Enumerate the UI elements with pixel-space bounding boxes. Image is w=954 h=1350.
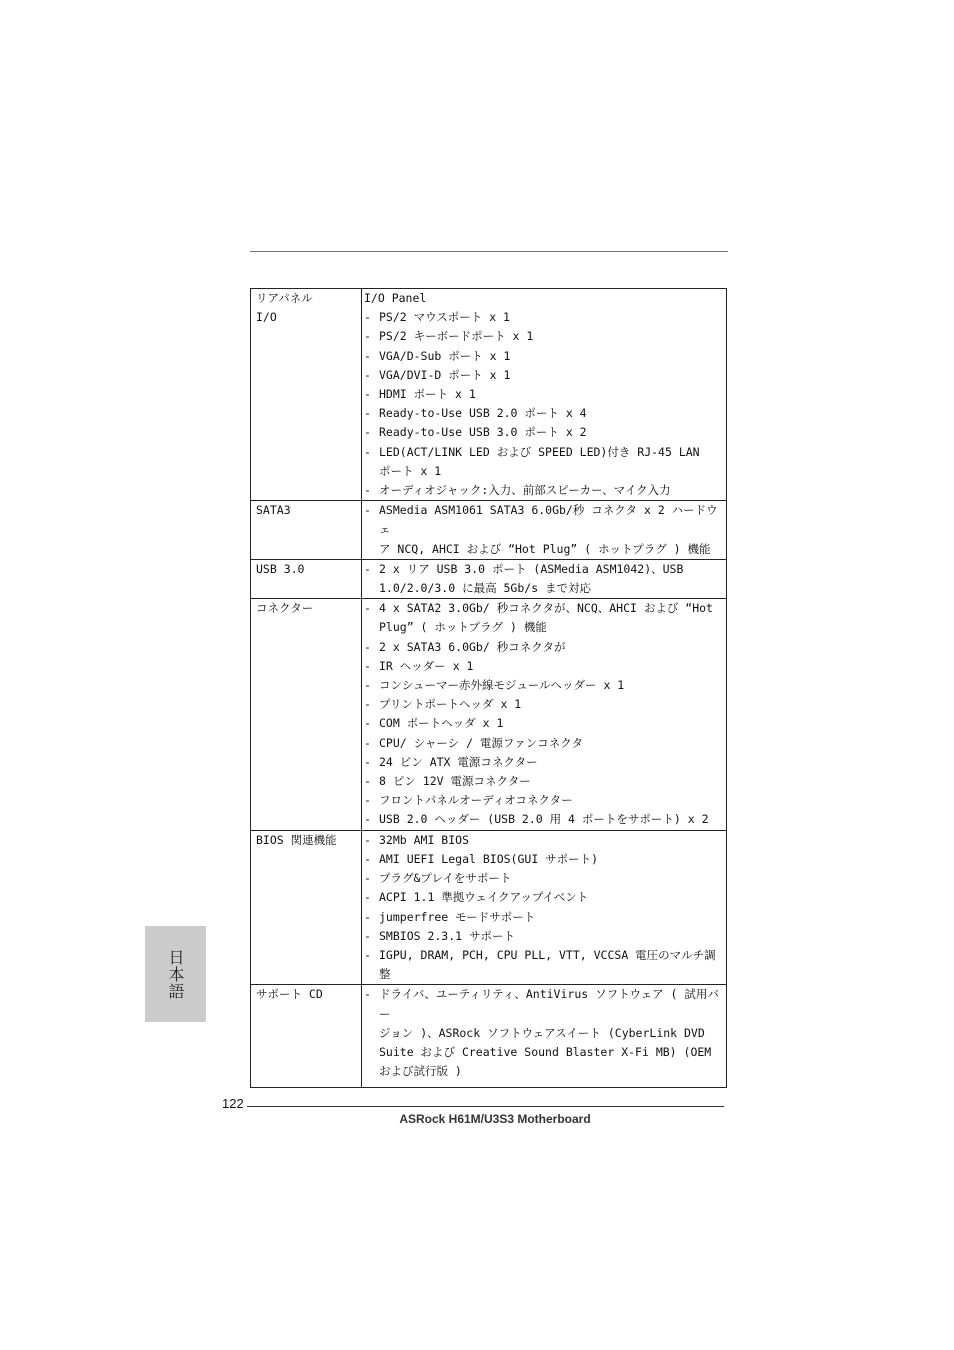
spec-item-text: 2 x SATA3 6.0Gb/ 秒コネクタが xyxy=(379,639,566,654)
spec-heading: I/O Panel xyxy=(364,291,427,305)
spec-item-text: VGA/DVI-D ポート x 1 xyxy=(379,367,511,382)
row-items xyxy=(362,985,727,1088)
spec-item-text: CPU/ シャーシ / 電源ファンコネクタ xyxy=(379,735,583,750)
spec-item-text: Ready-to-Use USB 3.0 ポート x 2 xyxy=(379,425,587,440)
spec-item-text: LED(ACT/LINK LED および SPEED LED)付き RJ-45 LAN xyxy=(379,444,700,459)
row-label xyxy=(251,830,362,985)
label-line: リアパネル xyxy=(256,291,313,305)
spec-item xyxy=(364,869,724,888)
spec-item xyxy=(364,831,724,850)
spec-item xyxy=(364,734,724,753)
spec-item xyxy=(364,810,724,829)
row-items xyxy=(362,501,727,560)
label-line: コネクター xyxy=(256,601,314,616)
bullet-dash: - xyxy=(364,561,371,576)
bullet-dash: - xyxy=(364,406,371,421)
spec-item xyxy=(364,423,724,442)
bullet-dash: - xyxy=(364,890,371,905)
spec-item-continuation: ジョン )、ASRock ソフトウェアスイート (CyberLink DVD xyxy=(379,1025,705,1040)
bullet-dash: - xyxy=(364,658,371,673)
row-label xyxy=(251,599,362,830)
row-label xyxy=(251,289,362,501)
bullet-dash: - xyxy=(364,793,371,808)
label-line: BIOS 関連機能 xyxy=(256,832,337,847)
spec-item-text: COM ポートヘッダ x 1 xyxy=(379,716,504,731)
spec-row-sata3 xyxy=(251,501,727,560)
bullet-dash: - xyxy=(364,754,371,769)
bullet-dash: - xyxy=(364,774,371,789)
bullet-dash: - xyxy=(364,601,371,616)
spec-item-text: 4 x SATA2 3.0Gb/ 秒コネクタが、NCQ、AHCI および “Hot xyxy=(379,601,713,616)
bullet-dash: - xyxy=(364,639,371,654)
row-label xyxy=(251,559,362,598)
spec-item-text: PS/2 マウスポート x 1 xyxy=(379,310,510,325)
row-items xyxy=(362,559,727,598)
spec-item-continuation: Plug” ( ホットプラグ ) 機能 xyxy=(379,620,547,635)
bullet-dash: - xyxy=(364,503,371,518)
bullet-dash: - xyxy=(364,348,371,363)
spec-item xyxy=(364,657,724,676)
row-label xyxy=(251,985,362,1088)
spec-item-text: オーディオジャック:入力、前部スピーカー、マイク入力 xyxy=(379,483,671,498)
spec-item-continuation: 整 xyxy=(379,967,391,982)
spec-item xyxy=(364,888,724,907)
spec-item-text: SMBIOS 2.3.1 サポート xyxy=(379,928,516,943)
spec-item-text: HDMI ポート x 1 xyxy=(379,387,476,402)
spec-item xyxy=(364,753,724,772)
bullet-dash: - xyxy=(364,716,371,731)
spec-item xyxy=(364,985,724,1023)
spec-item xyxy=(364,599,724,618)
spec-item xyxy=(364,927,724,946)
spec-item xyxy=(364,850,724,869)
spec-item xyxy=(364,501,724,539)
spec-item xyxy=(364,638,724,657)
spec-item xyxy=(364,308,724,327)
row-items xyxy=(362,599,727,830)
bullet-dash: - xyxy=(364,812,371,827)
spec-item-text: jumperfree モードサポート xyxy=(379,909,536,924)
bullet-dash: - xyxy=(364,697,371,712)
spec-item xyxy=(364,347,724,366)
bullet-dash: - xyxy=(364,987,371,1002)
spec-item-text: フロントパネルオーディオコネクター xyxy=(379,793,573,808)
bullet-dash: - xyxy=(364,387,371,402)
spec-item xyxy=(364,772,724,791)
spec-item xyxy=(364,385,724,404)
row-label xyxy=(251,501,362,560)
bullet-dash: - xyxy=(364,310,371,325)
spec-item xyxy=(364,714,724,733)
spec-item xyxy=(364,327,724,346)
spec-item-text: IGPU, DRAM, PCH, CPU PLL, VTT, VCCSA 電圧のマルチ調 xyxy=(379,947,716,962)
bullet-dash: - xyxy=(364,444,371,459)
language-side-tab xyxy=(145,926,206,1022)
spec-item-text: ドライバ、ユーティリティ、AntiVirus ソフトウェア ( 試用バー xyxy=(379,987,719,1021)
bullet-dash: - xyxy=(364,909,371,924)
language-tab-label: 日本語 xyxy=(166,948,185,1000)
footer-divider xyxy=(247,1106,724,1107)
bullet-dash: - xyxy=(364,871,371,886)
spec-item-text: プリントポートヘッダ x 1 xyxy=(379,697,522,712)
spec-item-text: IR ヘッダー x 1 xyxy=(379,658,474,673)
bullet-dash: - xyxy=(364,832,371,847)
spec-item-text: ASMedia ASM1061 SATA3 6.0Gb/秒 コネクタ x 2 ハードウェ xyxy=(379,503,718,537)
row-items xyxy=(362,830,727,985)
bullet-dash: - xyxy=(364,851,371,866)
spec-row-connector xyxy=(251,599,727,830)
bullet-dash: - xyxy=(364,483,371,498)
spec-item-text: Ready-to-Use USB 2.0 ポート x 4 xyxy=(379,406,587,421)
label-line: SATA3 xyxy=(256,503,291,518)
spec-item-text: 8 ピン 12V 電源コネクター xyxy=(379,774,531,789)
spec-item-continuation: Suite および Creative Sound Blaster X-Fi MB) (OEM xyxy=(379,1044,712,1059)
footer-title: ASRock H61M/U3S3 Motherboard xyxy=(399,1112,591,1126)
spec-item-text: 24 ピン ATX 電源コネクター xyxy=(379,754,538,769)
spec-item-text: コンシューマー赤外線モジュールヘッダー x 1 xyxy=(379,678,625,693)
spec-item-text: USB 2.0 ヘッダー (USB 2.0 用 4 ポートをサポート) x 2 xyxy=(379,812,709,827)
bullet-dash: - xyxy=(364,735,371,750)
spec-item-text: プラグ&プレイをサポート xyxy=(379,871,512,886)
spec-item xyxy=(364,676,724,695)
spec-row-rear-panel xyxy=(251,289,727,501)
spec-item xyxy=(364,443,724,462)
spec-item xyxy=(364,366,724,385)
spec-item-continuation: ア NCQ, AHCI および “Hot Plug” ( ホットプラグ ) 機能 xyxy=(379,541,711,556)
spec-item-continuation: 1.0/2.0/3.0 に最高 5Gb/s まで対応 xyxy=(379,581,592,596)
spec-item xyxy=(364,560,724,579)
spec-item-text: 32Mb AMI BIOS xyxy=(379,832,470,847)
bullet-dash: - xyxy=(364,947,371,962)
spec-item xyxy=(364,946,724,965)
bullet-dash: - xyxy=(364,928,371,943)
spec-item-text: AMI UEFI Legal BIOS(GUI サポート) xyxy=(379,851,599,866)
spec-row-usb30 xyxy=(251,559,727,598)
spec-table xyxy=(250,288,727,1088)
row-items xyxy=(362,289,727,501)
bullet-dash: - xyxy=(364,329,371,344)
spec-item-continuation: および試行版 ) xyxy=(379,1064,462,1079)
spec-item-text: ACPI 1.1 準拠ウェイクアップイベント xyxy=(379,890,589,905)
spec-item xyxy=(364,404,724,423)
label-line: I/O xyxy=(256,310,277,325)
spec-item-text: 2 x リア USB 3.0 ポート (ASMedia ASM1042)、USB xyxy=(379,561,684,576)
spec-item-text: PS/2 キーボードポート x 1 xyxy=(379,329,534,344)
spec-item xyxy=(364,791,724,810)
label-line: USB 3.0 xyxy=(256,561,305,576)
spec-row-support-cd xyxy=(251,985,727,1088)
spec-item-continuation: ポート x 1 xyxy=(379,463,442,478)
page-number: 122 xyxy=(222,1096,244,1111)
bullet-dash: - xyxy=(364,425,371,440)
spec-row-bios xyxy=(251,830,727,985)
top-divider xyxy=(250,251,728,252)
bullet-dash: - xyxy=(364,678,371,693)
bullet-dash: - xyxy=(364,367,371,382)
spec-item xyxy=(364,908,724,927)
label-line: サポート CD xyxy=(256,987,323,1002)
spec-item xyxy=(364,481,724,500)
spec-item xyxy=(364,695,724,714)
spec-item-text: VGA/D-Sub ポート x 1 xyxy=(379,348,511,363)
